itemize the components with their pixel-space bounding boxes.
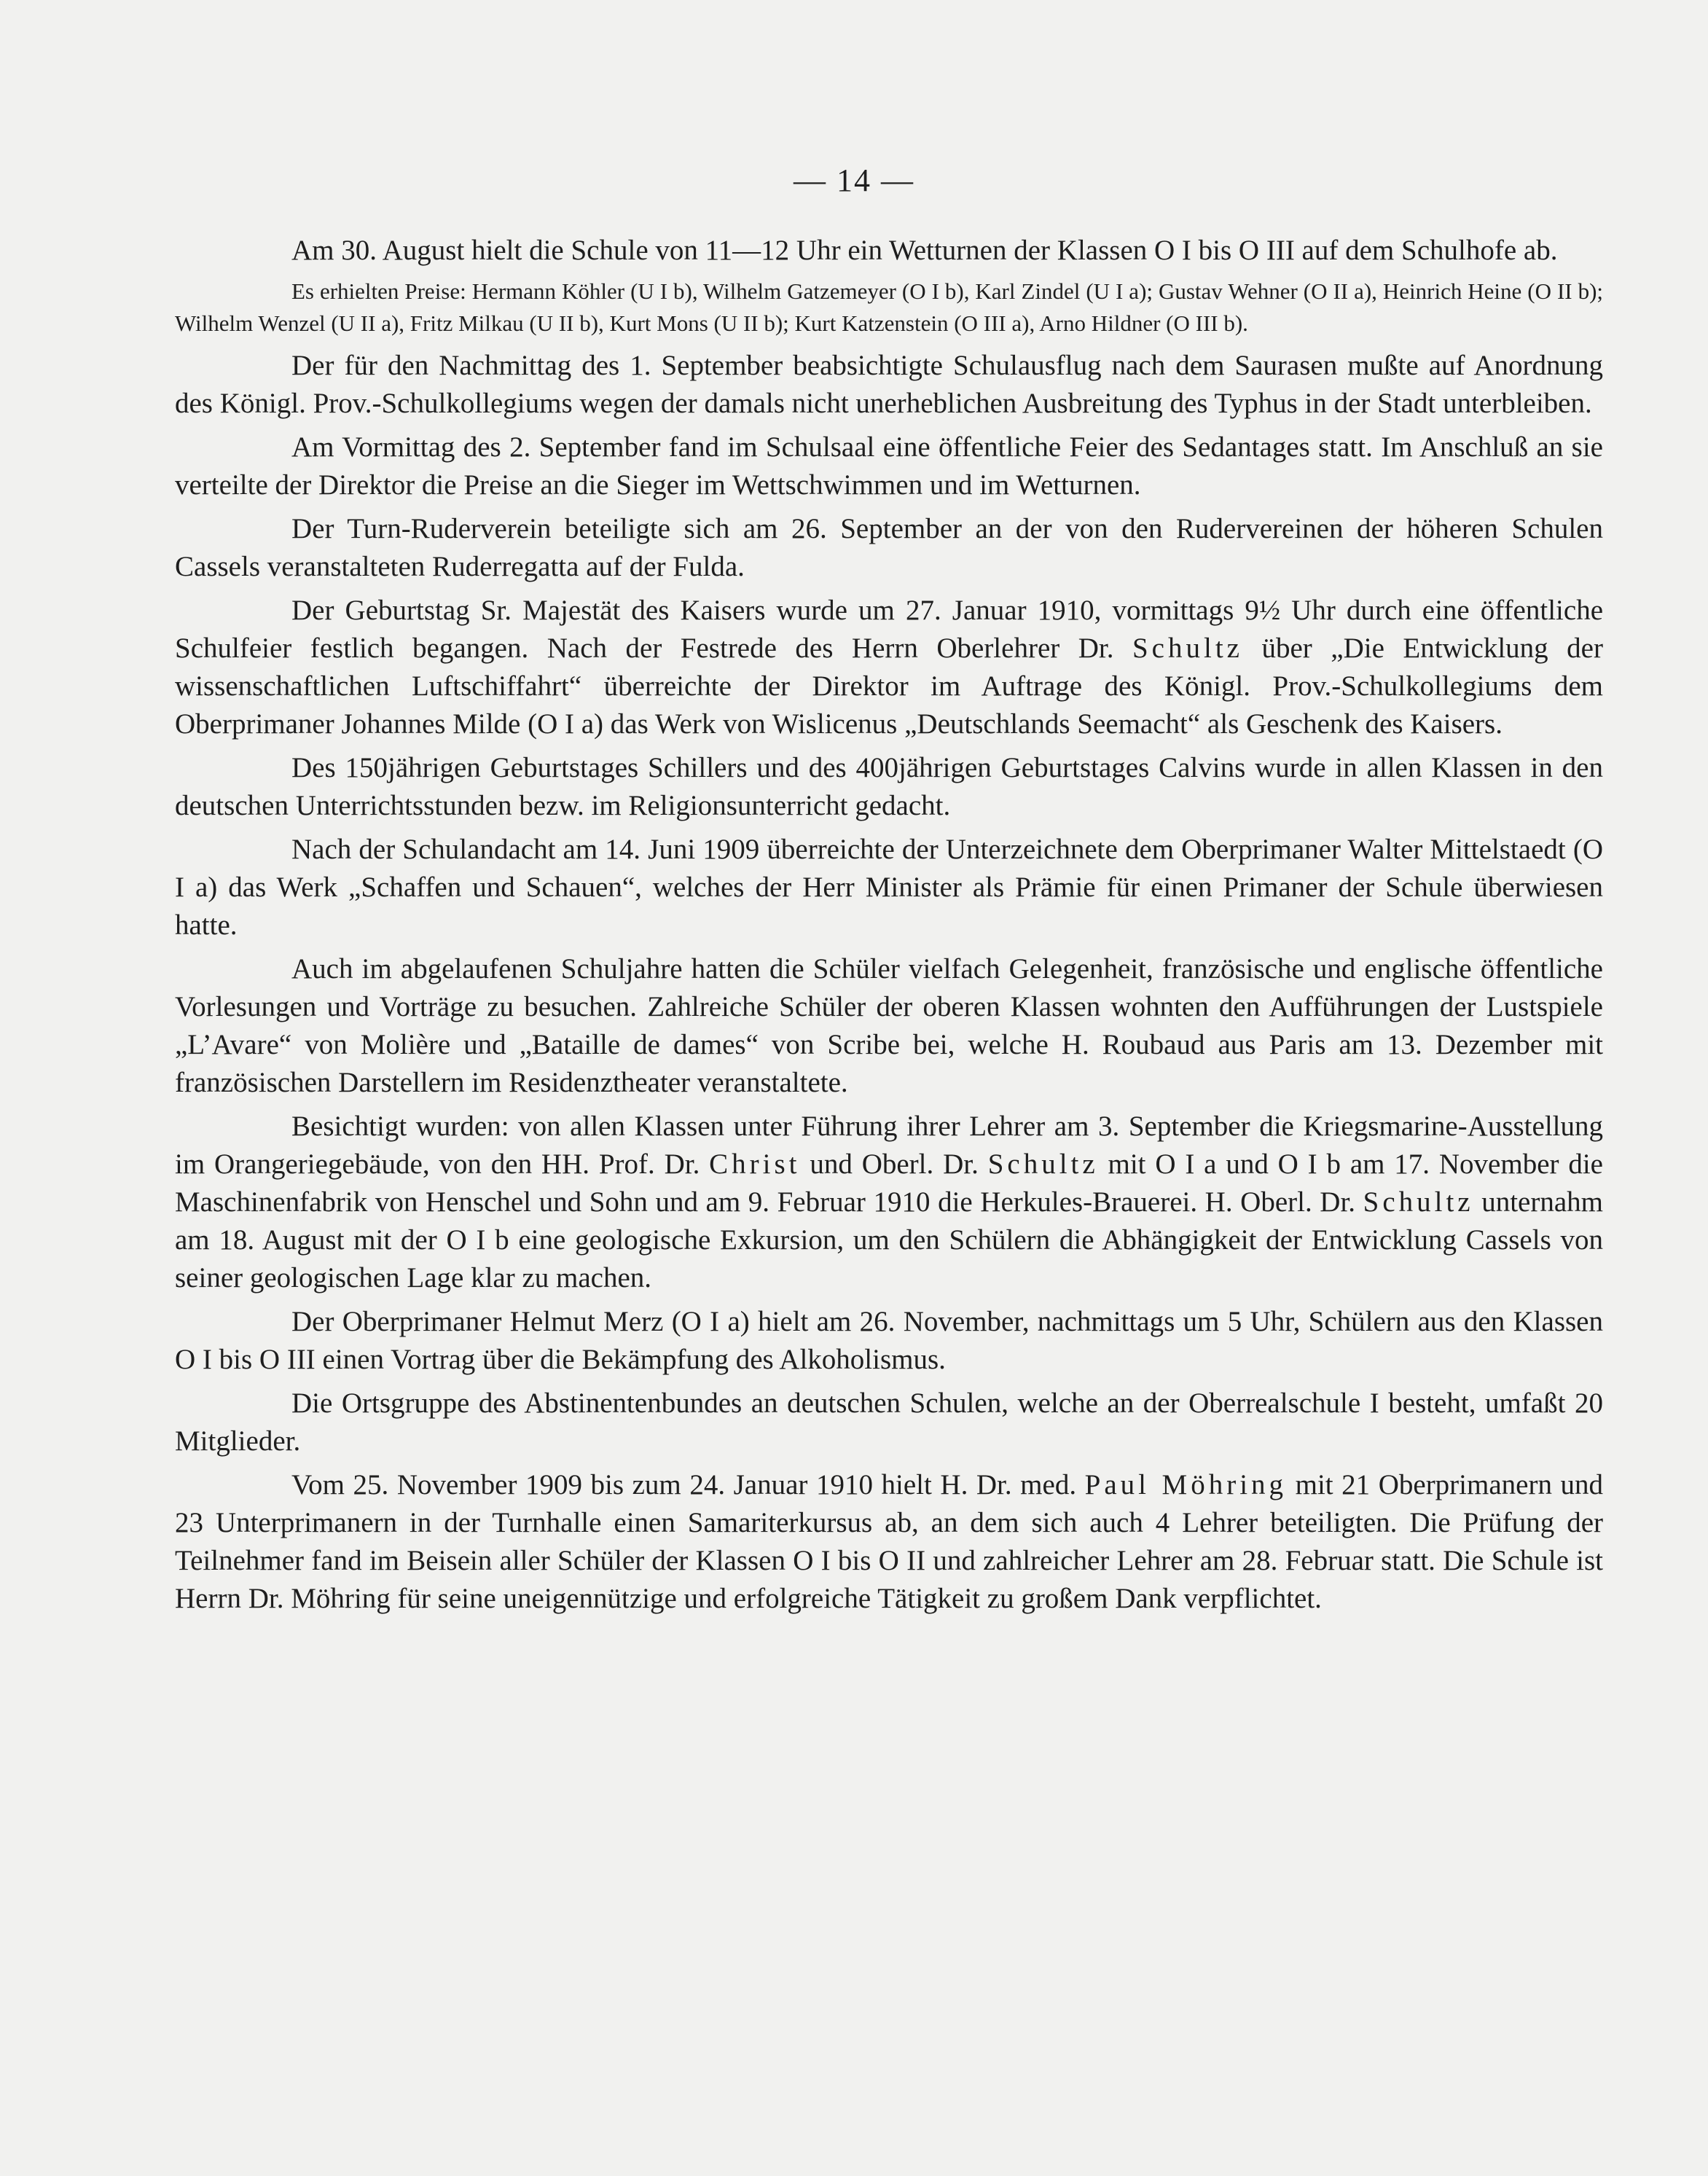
person-name: Paul Möhring bbox=[1084, 1469, 1288, 1500]
paragraph-abstinentenbund: Die Ortsgruppe des Abstinentenbundes an deutschen Schulen, welche an der Oberrealschule I besteht, umfaßt 20 Mitglieder. bbox=[175, 1388, 1603, 1457]
person-name: Schultz bbox=[1132, 633, 1243, 664]
paragraph-text: und Oberl. Dr. bbox=[800, 1148, 988, 1180]
paragraph-samariterkursus bbox=[175, 1466, 1603, 1618]
paragraph-besichtigungen bbox=[175, 1108, 1603, 1297]
paragraph-text: Der Geburtstag Sr. Majestät des Kaisers wurde um 27. Januar 1910, vormittags 9½ Uhr durch eine öffentliche Schulfeier festlich begangen. Nach der Festrede des Herrn Oberlehrer Dr. bbox=[175, 595, 1603, 664]
paragraph-text: mit O I a und O I b am 17. November die Maschinenfabrik von Henschel und Sohn und am 9. Februar 1910 die Herkules-Brauerei. H. Oberl. Dr. bbox=[175, 1148, 1603, 1218]
paragraph-vortrag: Der Oberprimaner Helmut Merz (O I a) hielt am 26. November, nachmittags um 5 Uhr, Schülern aus den Klassen O I bis O III einen Vortrag über die Bekämpfung des Alkoholismus. bbox=[175, 1306, 1603, 1375]
page-body bbox=[175, 232, 1603, 1624]
paragraph-text: Besichtigt wurden: von allen Klassen unter Führung ihrer Lehrer am 3. September die Kriegsmarine-Ausstellung im Orangeriegebäude, von den HH. Prof. Dr. bbox=[175, 1111, 1603, 1180]
paragraph-schiller-calvin: Des 150jährigen Geburtstages Schillers und des 400jährigen Geburtstages Calvins wurde in allen Klassen in den deutschen Unterrichtsstunden bezw. im Religionsunterricht gedacht. bbox=[175, 752, 1603, 821]
paragraph-vorlesungen: Auch im abgelaufenen Schuljahre hatten die Schüler vielfach Gelegenheit, französische und englische öffentliche Vorlesungen und Vorträge zu besuchen. Zahlreiche Schüler der oberen Klassen wohnten den Aufführungen der Lustspiele „L’Avare“ von Molière und „Bataille de dames“ von Scribe bei, welche H. Roubaud aus Paris am 13. Dezember mit französischen Darstellern im Residenztheater veranstaltete. bbox=[175, 953, 1603, 1098]
person-name: Schultz bbox=[1363, 1186, 1474, 1218]
prize-winners-note: Es erhielten Preise: Hermann Köhler (U I b), Wilhelm Gatzemeyer (O I b), Karl Zindel (U I a); Gustav Wehner (O II a), Heinrich Heine (O II b); Wilhelm Wenzel (U II a), Fritz Milkau (U II b), Kurt Mons (U II b); Kurt Katzenstein (O III a), Arno Hildner (O III b). bbox=[175, 278, 1603, 336]
paragraph-ruderregatta: Der Turn-Ruderverein beteiligte sich am 26. September an der von den Rudervereinen der höheren Schulen Cassels veranstalteten Ruderregatta auf der Fulda. bbox=[175, 513, 1603, 582]
paragraph-schulausflug: Der für den Nachmittag des 1. September beabsichtigte Schulausflug nach dem Saurasen mußte auf Anordnung des Königl. Prov.-Schulkollegiums wegen der damals nicht unerheblichen Ausbreitung des Typhus in der Stadt unterbleiben. bbox=[175, 350, 1603, 419]
person-name: Schultz bbox=[987, 1148, 1099, 1180]
paragraph-schulandacht: Nach der Schulandacht am 14. Juni 1909 überreichte der Unterzeichnete dem Oberprimaner Walter Mittelstaedt (O I a) das Werk „Schaffen und Schauen“, welches der Herr Minister als Prämie für einen Primaner der Schule überwiesen hatte. bbox=[175, 834, 1603, 941]
paragraph-sedantag: Am Vormittag des 2. September fand im Schulsaal eine öffentliche Feier des Sedantages statt. Im Anschluß an sie verteilte der Direktor die Preise an die Sieger im Wettschwimmen und im Wetturnen. bbox=[175, 431, 1603, 501]
paragraph-text: unternahm am 18. August mit der O I b eine geologische Exkursion, um den Schülern die Abhängigkeit der Entwicklung Cassels von seiner geologischen Lage klar zu machen. bbox=[175, 1186, 1603, 1294]
person-name: Christ bbox=[709, 1148, 801, 1180]
paragraph-kaisers-geburtstag bbox=[175, 592, 1603, 743]
page-number: — 14 — bbox=[794, 163, 914, 198]
paragraph-text: Vom 25. November 1909 bis zum 24. Januar 1910 hielt H. Dr. med. bbox=[291, 1469, 1085, 1500]
paragraph-text: über „Die Entwicklung der wissenschaftlichen Luftschiffahrt“ überreichte der Direktor im Auftrage des Königl. Prov.-Schulkollegiums dem Oberprimaner Johannes Milde (O I a) das Werk von Wislicenus „Deutschlands Seemacht“ als Geschenk des Kaisers. bbox=[175, 633, 1603, 740]
paragraph-text: mit 21 Oberprimanern und 23 Unterprimanern in der Turnhalle einen Samariterkursus ab, an dem sich auch 4 Lehrer beteiligten. Die Prüfung der Teilnehmer fand im Beisein aller Schüler der Klassen O I bis O II und zahlreicher Lehrer am 28. Februar statt. Die Schule ist Herrn Dr. Möhring für seine uneigennützige und erfolgreiche Tätigkeit zu großem Dank verpflichtet. bbox=[175, 1469, 1604, 1614]
paragraph-wetturnen: Am 30. August hielt die Schule von 11—12 Uhr ein Wetturnen der Klassen O I bis O III auf dem Schulhofe ab. bbox=[291, 235, 1558, 266]
